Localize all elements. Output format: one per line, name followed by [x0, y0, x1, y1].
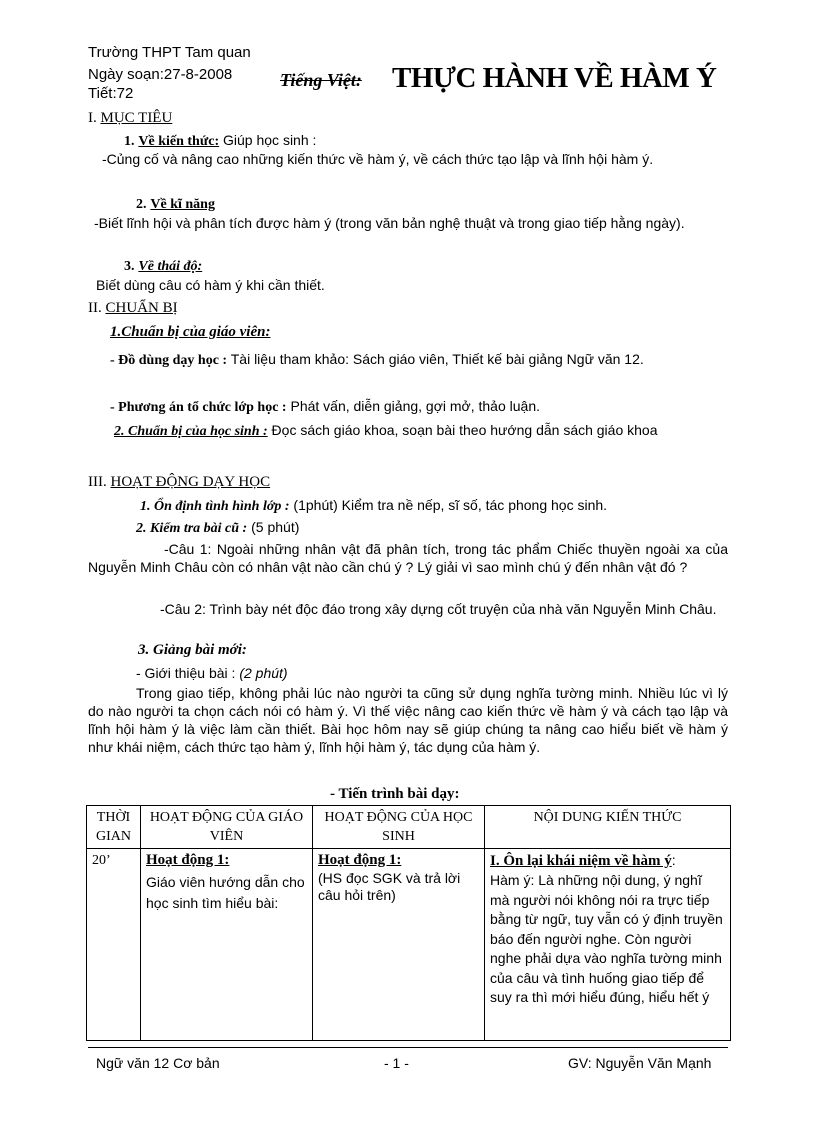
- table-header-row: [87, 806, 731, 849]
- new-lesson-heading: 3. Giảng bài mới:: [138, 642, 247, 658]
- question-1: -Câu 1: Ngoài những nhân vật đã phân tích, trong tác phẩm Chiếc thuyền ngoài xa của Nguyễn Minh Châu còn có nhân vật nào cần chú ý ? Lý giải vì sao mình chú ý đến nhân vật đó ?: [88, 541, 728, 575]
- attitude-heading: 3. Về thái độ:: [124, 259, 203, 274]
- table-row: [87, 849, 731, 1041]
- teacher-prep-heading: 1.Chuẩn bị của giáo viên:: [110, 324, 271, 340]
- lesson-intro: - Giới thiệu bài : (2 phút): [136, 665, 288, 681]
- section-preparation-heading: II. CHUẨN BỊ: [88, 300, 178, 316]
- lesson-plan-table: [86, 805, 731, 1041]
- knowledge-text: -Củng cố và nâng cao những kiến thức về hàm ý, về cách thức tạo lập và lĩnh hội hàm ý.: [102, 151, 654, 167]
- question-2: -Câu 2: Trình bày nét độc đáo trong xây dựng cốt truyện của nhà văn Nguyễn Minh Châu.: [160, 601, 717, 617]
- header-student-activity: HOẠT ĐỘNG CỦA HỌC SINH: [313, 806, 485, 849]
- footer-teacher: GV: Nguyễn Văn Mạnh: [568, 1055, 712, 1071]
- progress-label: - Tiến trình bài dạy:: [330, 786, 460, 802]
- header-time: THỜI GIAN: [87, 806, 141, 849]
- row-student-activity: Hoạt động 1: (HS đọc SGK và trả lời câu hỏi trên): [313, 849, 485, 1041]
- footer-rule: [88, 1047, 728, 1048]
- skills-text: -Biết lĩnh hội và phân tích được hàm ý (trong văn bản nghệ thuật và trong giao tiếp hằng ngày).: [94, 215, 685, 231]
- teaching-method: - Phương án tổ chức lớp học : Phát vấn, diễn giảng, gợi mở, thảo luận.: [110, 398, 541, 415]
- class-stabilization: 1. Ổn định tình hình lớp : (1phút) Kiểm tra nề nếp, sĩ số, tác phong học sinh.: [140, 497, 608, 514]
- lesson-period: Tiết:72: [88, 85, 134, 102]
- row-knowledge-content: I. Ôn lại khái niệm về hàm ý: Hàm ý: Là những nội dung, ý nghĩ mà người nói không nói ra trực tiếp bằng từ ngữ, tuy vẫn có ý định truyền báo đến người nghe. Còn người nghe phải dựa vào nghĩa tường minh của câu và tình huống giao tiếp để suy ra thì mới hiểu đúng, hiểu hết ý: [485, 849, 731, 1041]
- struck-subject-label: Tiếng Việt:: [280, 70, 362, 90]
- skills-heading: 2. Về kĩ năng: [136, 197, 215, 212]
- page-title: THỰC HÀNH VỀ HÀM Ý: [392, 62, 717, 94]
- header-meta: [88, 42, 251, 102]
- intro-paragraph: Trong giao tiếp, không phải lúc nào người ta cũng sử dụng nghĩa tường minh. Nhiều lúc vì lý do nào người ta chọn cách nói có hàm ý. Vì thế việc nâng cao kiến thức về hàm ý và cách tạo lập và lĩnh hội hàm ý là việc làm cần thiết. Bài học hôm nay sẽ giúp chúng ta nâng cao hiểu biết về hàm ý như khái niệm, cách thức tạo hàm ý, lĩnh hội hàm ý, tác dụng của hàm ý.: [88, 685, 728, 755]
- row-teacher-activity: Hoạt động 1: Giáo viên hướng dẫn cho học sinh tìm hiểu bài:: [141, 849, 313, 1041]
- header-knowledge-content: NỘI DUNG KIẾN THỨC: [485, 806, 731, 849]
- prep-date: Ngày soạn:27-8-2008: [88, 66, 233, 83]
- header-teacher-activity: HOẠT ĐỘNG CỦA GIÁO VIÊN: [141, 806, 313, 849]
- section-activities-heading: III. HOẠT ĐỘNG DẠY HỌC: [88, 474, 271, 490]
- old-lesson-check: 2. Kiểm tra bài cũ : (5 phút): [136, 519, 300, 536]
- footer-left: Ngữ văn 12 Cơ bản: [96, 1055, 220, 1071]
- teaching-tools: - Đồ dùng dạy học : Tài liệu tham khảo: Sách giáo viên, Thiết kế bài giảng Ngữ văn 12.: [110, 351, 644, 368]
- section-objectives-heading: I. MỤC TIÊU: [88, 110, 173, 126]
- knowledge-heading: 1. Về kiến thức: Giúp học sinh :: [124, 132, 317, 149]
- attitude-text: Biết dùng câu có hàm ý khi cần thiết.: [96, 277, 325, 293]
- page-number: - 1 -: [384, 1055, 409, 1071]
- row-time: 20’: [87, 849, 141, 1041]
- school-name: Trường THPT Tam quan: [88, 44, 251, 61]
- student-prep: 2. Chuẩn bị của học sinh : Đọc sách giáo khoa, soạn bài theo hướng dẫn sách giáo khoa: [114, 422, 658, 439]
